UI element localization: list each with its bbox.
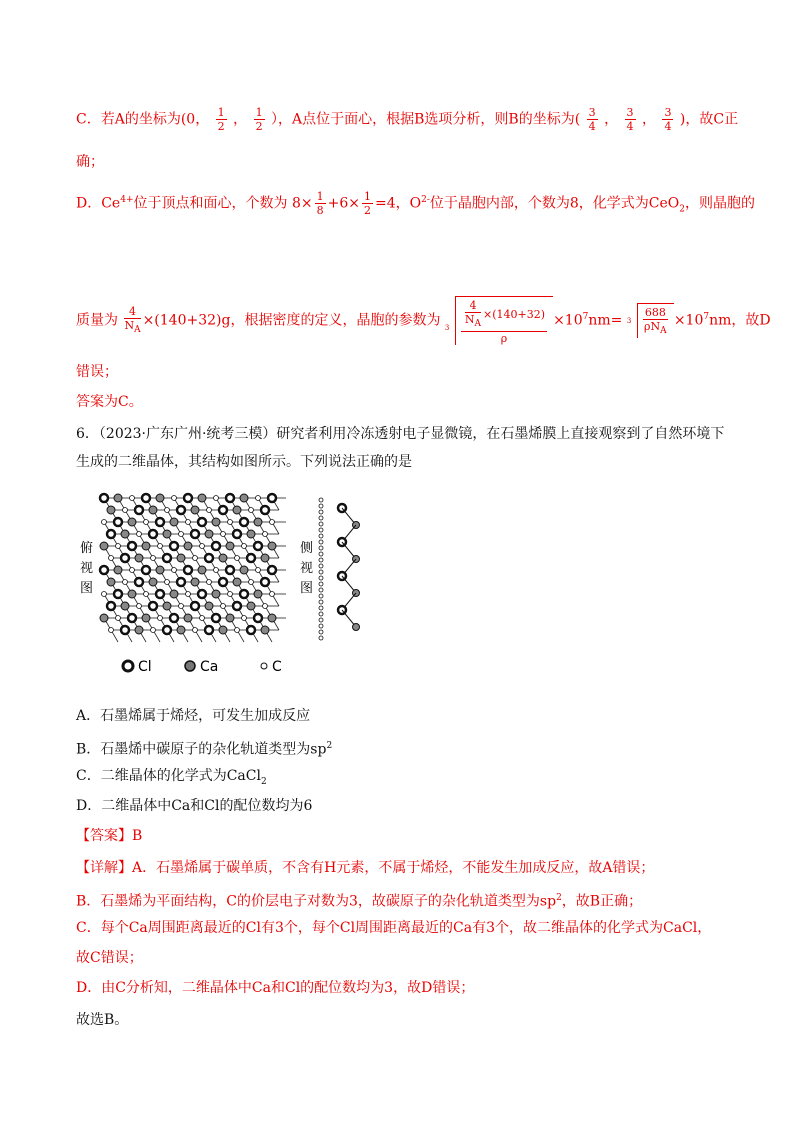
ca-atom (128, 590, 136, 598)
cl-atom (177, 506, 185, 514)
c-atom (123, 580, 128, 585)
cl-atom (142, 566, 150, 574)
cl-atom (163, 554, 171, 562)
question-6-line2: 生成的二维晶体，其结构如图所示。下列说法正确的是 (76, 454, 412, 470)
legend-c-marker (261, 663, 267, 669)
fraction: $\frac{1}{2}$ (255, 106, 263, 133)
cl-atom (198, 590, 206, 598)
answer-c-line: 答案为C。 (76, 394, 143, 410)
c-atom (228, 592, 233, 597)
cl-atom (142, 494, 150, 502)
side-c-atom (319, 546, 323, 550)
legend-ca: Ca (200, 659, 219, 675)
cl-atom (121, 554, 129, 562)
detail-c-2: 故C错误； (76, 950, 143, 966)
ca-atom (107, 506, 115, 514)
side-c-atom (319, 576, 323, 580)
cl-atom (240, 590, 248, 598)
option-c-analysis: C．若A的坐标为(0， $\frac{1}{2}$ ， $\frac{1}{2}$ ），A点位于面心，根据B选项分析，则B的坐标为( $\frac{3}{4}$ ， $\frac{3}{4}$ ， $\frac{3}{4}$ )，故C正 (76, 106, 739, 133)
ca-atom (247, 530, 255, 538)
cl-atom (261, 578, 269, 586)
cl-atom (233, 530, 241, 538)
ca-atom (142, 542, 150, 550)
cl-atom (100, 494, 108, 502)
cl-atom (254, 542, 262, 550)
ca-atom (184, 542, 192, 550)
option-c: C．二维晶体的化学式为CaCl$_2$ (76, 768, 267, 787)
top-view-label-1: 俯 (80, 541, 94, 556)
cl-atom (268, 566, 276, 574)
side-c-atom (319, 636, 323, 640)
ca-atom (205, 602, 213, 610)
c-atom (207, 508, 212, 513)
c-atom (263, 532, 268, 537)
ca-atom (261, 554, 269, 562)
c-atom (102, 592, 107, 597)
c-atom (137, 532, 142, 537)
side-c-atom (319, 552, 323, 556)
cl-atom (205, 554, 213, 562)
side-c-atom (319, 510, 323, 514)
c-atom (158, 616, 163, 621)
side-c-atom (319, 528, 323, 532)
detail-b: B．石墨烯为平面结构，C的价层电子对数为3，故碳原子的杂化轨道类型为$sp^2$，故B正确； (76, 893, 643, 910)
cl-atom (149, 530, 157, 538)
ca-atom (121, 530, 129, 538)
c-atom (207, 580, 212, 585)
option-b: B．石墨烯中碳原子的杂化轨道类型为$sp^2$ (76, 741, 333, 758)
ca-atom (226, 614, 234, 622)
c-atom (186, 520, 191, 525)
ca-atom (177, 626, 185, 634)
c-atom (200, 544, 205, 549)
ca-atom (114, 494, 122, 502)
cl-atom (240, 518, 248, 526)
fraction: $\frac{3}{4}$ (664, 106, 672, 133)
cl-atom (191, 602, 199, 610)
ca-atom (268, 542, 276, 550)
cl-atom (149, 602, 157, 610)
detail-d: D．由C分析知，二维晶体中Ca和Cl的配位数均为3，故D错误； (76, 980, 475, 996)
cl-atom (233, 602, 241, 610)
ca-atom (240, 566, 248, 574)
option-c-analysis-cont: 确； (76, 154, 104, 170)
side-c-atom (319, 618, 323, 622)
side-c-atom (319, 606, 323, 610)
ca-atom (135, 626, 143, 634)
cl-atom (254, 614, 262, 622)
c-atom (109, 556, 114, 561)
c-atom (193, 628, 198, 633)
c-atom (137, 604, 142, 609)
c-atom (179, 604, 184, 609)
ca-atom (268, 614, 276, 622)
cl-atom (163, 626, 171, 634)
c-atom (249, 508, 254, 513)
ca-atom (226, 542, 234, 550)
side-c-atom (319, 564, 323, 568)
c-atom (270, 520, 275, 525)
cl-atom (268, 494, 276, 502)
cl-atom (212, 614, 220, 622)
side-c-atom (319, 600, 323, 604)
ca-atom (149, 506, 157, 514)
ca-atom (212, 590, 220, 598)
legend-ca-marker (185, 661, 195, 671)
crystal-structure-figure (76, 490, 366, 684)
c-atom (123, 508, 128, 513)
cl-atom (247, 554, 255, 562)
side-view-label-3: 图 (300, 581, 314, 596)
detail-a: 【详解】A．石墨烯属于碳单质，不含有H元素，不属于烯烃，不能发生加成反应，故A错误； (76, 860, 655, 876)
cl-atom (247, 626, 255, 634)
cl-atom (198, 518, 206, 526)
c-atom (102, 520, 107, 525)
ca-atom (156, 494, 164, 502)
cl-atom (170, 614, 178, 622)
side-c-atom (319, 504, 323, 508)
cube-root: 3 $\frac{688}{\rho N_A}$ (627, 303, 674, 338)
c-atom (151, 556, 156, 561)
cl-atom (184, 566, 192, 574)
ca-atom (191, 578, 199, 586)
detail-c-1: C．每个Ca周围距离最近的Cl有3个，每个Cl周围距离最近的Ca有3个，故二维晶体的化学式为CaCl， (76, 920, 712, 936)
c-atom (235, 628, 240, 633)
side-view-label-1: 侧 (300, 541, 314, 556)
cl-atom (219, 578, 227, 586)
fraction: $\frac{3}{4}$ (626, 106, 634, 133)
ca-atom (184, 614, 192, 622)
top-view-label-3: 图 (80, 581, 94, 596)
side-c-atom (319, 516, 323, 520)
c-atom (165, 508, 170, 513)
ca-atom (163, 602, 171, 610)
ca-atom (100, 542, 108, 550)
ca-atom (254, 590, 262, 598)
ca-atom (198, 494, 206, 502)
ca-atom (170, 590, 178, 598)
side-c-atom (319, 522, 323, 526)
legend-cl: Cl (138, 659, 152, 675)
cl-atom (219, 506, 227, 514)
ca-atom (233, 506, 241, 514)
side-c-atom (319, 624, 323, 628)
c-atom (256, 568, 261, 573)
c-atom (172, 496, 177, 501)
mass-formula-line: 质量为 $\frac{4}{N_A}$ ×(140+32)g，根据密度的定义，晶胞的参数为 3 $\frac{4}{N_A}$ ×(140+32) ρ $\times 10^7nm=$ 3 $\frac{688}{\rho N_A}$ $\times 10^7nm$，故D (76, 296, 771, 345)
ca-atom (261, 626, 269, 634)
cl-atom (114, 518, 122, 526)
c-atom (235, 556, 240, 561)
ca-atom (100, 614, 108, 622)
side-c-atom (319, 588, 323, 592)
ca-atom (128, 518, 136, 526)
ca-atom (135, 554, 143, 562)
error-line: 错误； (76, 364, 118, 380)
c-atom (186, 592, 191, 597)
c-atom (200, 616, 205, 621)
c-atom (144, 520, 149, 525)
cl-atom (191, 530, 199, 538)
question-6-line1: 6．（2023·广东广州·统考三模）研究者利用冷冻透射电子显微镜，在石墨烯膜上直接观察到了自然环境下 (76, 426, 725, 442)
c-atom (179, 532, 184, 537)
ca-atom (163, 530, 171, 538)
ca-atom (219, 626, 227, 634)
legend-cl-marker (123, 661, 133, 671)
ca-atom (240, 494, 248, 502)
cl-atom (156, 590, 164, 598)
ca-atom (254, 518, 262, 526)
cl-atom (226, 566, 234, 574)
side-c-atom (319, 612, 323, 616)
side-c-atom (319, 558, 323, 562)
ca-atom (205, 530, 213, 538)
cl-atom (177, 578, 185, 586)
c-atom (109, 628, 114, 633)
cl-atom (128, 542, 136, 550)
c-atom (221, 604, 226, 609)
ca-atom (156, 566, 164, 574)
option-a: A．石墨烯属于烯烃，可发生加成反应 (76, 708, 311, 724)
side-view-lattice (319, 498, 360, 640)
fraction: $\frac{1}{2}$ (217, 106, 225, 133)
c-atom (221, 532, 226, 537)
c-atom (214, 496, 219, 501)
cl-atom (170, 542, 178, 550)
c-atom (158, 544, 163, 549)
ca-atom (198, 566, 206, 574)
c-atom (116, 616, 121, 621)
answer-label: 【答案】B (76, 828, 143, 844)
c-atom (116, 544, 121, 549)
top-view-label-2: 视 (80, 561, 94, 576)
cl-atom (121, 626, 129, 634)
ca-atom (191, 506, 199, 514)
c-atom (172, 568, 177, 573)
side-c-atom (319, 582, 323, 586)
side-c-atom (319, 498, 323, 502)
cl-atom (226, 494, 234, 502)
c-atom (165, 580, 170, 585)
c-atom (270, 592, 275, 597)
c-atom (193, 556, 198, 561)
cl-atom (156, 518, 164, 526)
ca-atom (233, 578, 241, 586)
side-ca-atom (353, 624, 360, 631)
cl-atom (107, 530, 115, 538)
final-answer: 故选B。 (76, 1012, 129, 1028)
ca-atom (219, 554, 227, 562)
cl-atom (135, 506, 143, 514)
ca-atom (114, 566, 122, 574)
structure-svg (76, 490, 366, 680)
cl-atom (107, 602, 115, 610)
c-atom (256, 496, 261, 501)
side-c-atom (319, 630, 323, 634)
cl-atom (184, 494, 192, 502)
ca-atom (177, 554, 185, 562)
option-d-analysis: D．$Ce^{4+}$位于顶点和面心，个数为 8× $\frac{1}{8}$ +6× $\frac{1}{2}$ =4，$O^{2-}$位于晶胞内部，个数为8，化学式为CeO$_2$，则晶胞的 (76, 190, 756, 218)
cl-atom (100, 566, 108, 574)
c-atom (228, 520, 233, 525)
c-atom (263, 604, 268, 609)
top-view-lattice (100, 494, 286, 642)
ca-atom (170, 518, 178, 526)
cl-atom (135, 578, 143, 586)
legend-c: C (272, 659, 282, 675)
side-c-atom (319, 540, 323, 544)
c-atom (242, 544, 247, 549)
ca-atom (212, 518, 220, 526)
ca-atom (149, 578, 157, 586)
c-atom (214, 568, 219, 573)
ca-atom (121, 602, 129, 610)
c-atom (249, 580, 254, 585)
side-c-atom (319, 570, 323, 574)
cl-atom (205, 626, 213, 634)
option-d: D．二维晶体中Ca和Cl的配位数均为6 (76, 798, 313, 814)
side-c-atom (319, 534, 323, 538)
ca-atom (247, 602, 255, 610)
cube-root: 3 $\frac{4}{N_A}$ ×(140+32) ρ (445, 296, 553, 345)
c-atom (144, 592, 149, 597)
c-atom (242, 616, 247, 621)
c-atom (151, 628, 156, 633)
c-atom (130, 496, 135, 501)
side-c-atom (319, 594, 323, 598)
side-view-label-2: 视 (300, 561, 314, 576)
cl-atom (212, 542, 220, 550)
c-atom (130, 568, 135, 573)
ca-atom (142, 614, 150, 622)
cl-atom (128, 614, 136, 622)
ca-atom (107, 578, 115, 586)
fraction: $\frac{3}{4}$ (588, 106, 596, 133)
cl-atom (114, 590, 122, 598)
cl-atom (261, 506, 269, 514)
